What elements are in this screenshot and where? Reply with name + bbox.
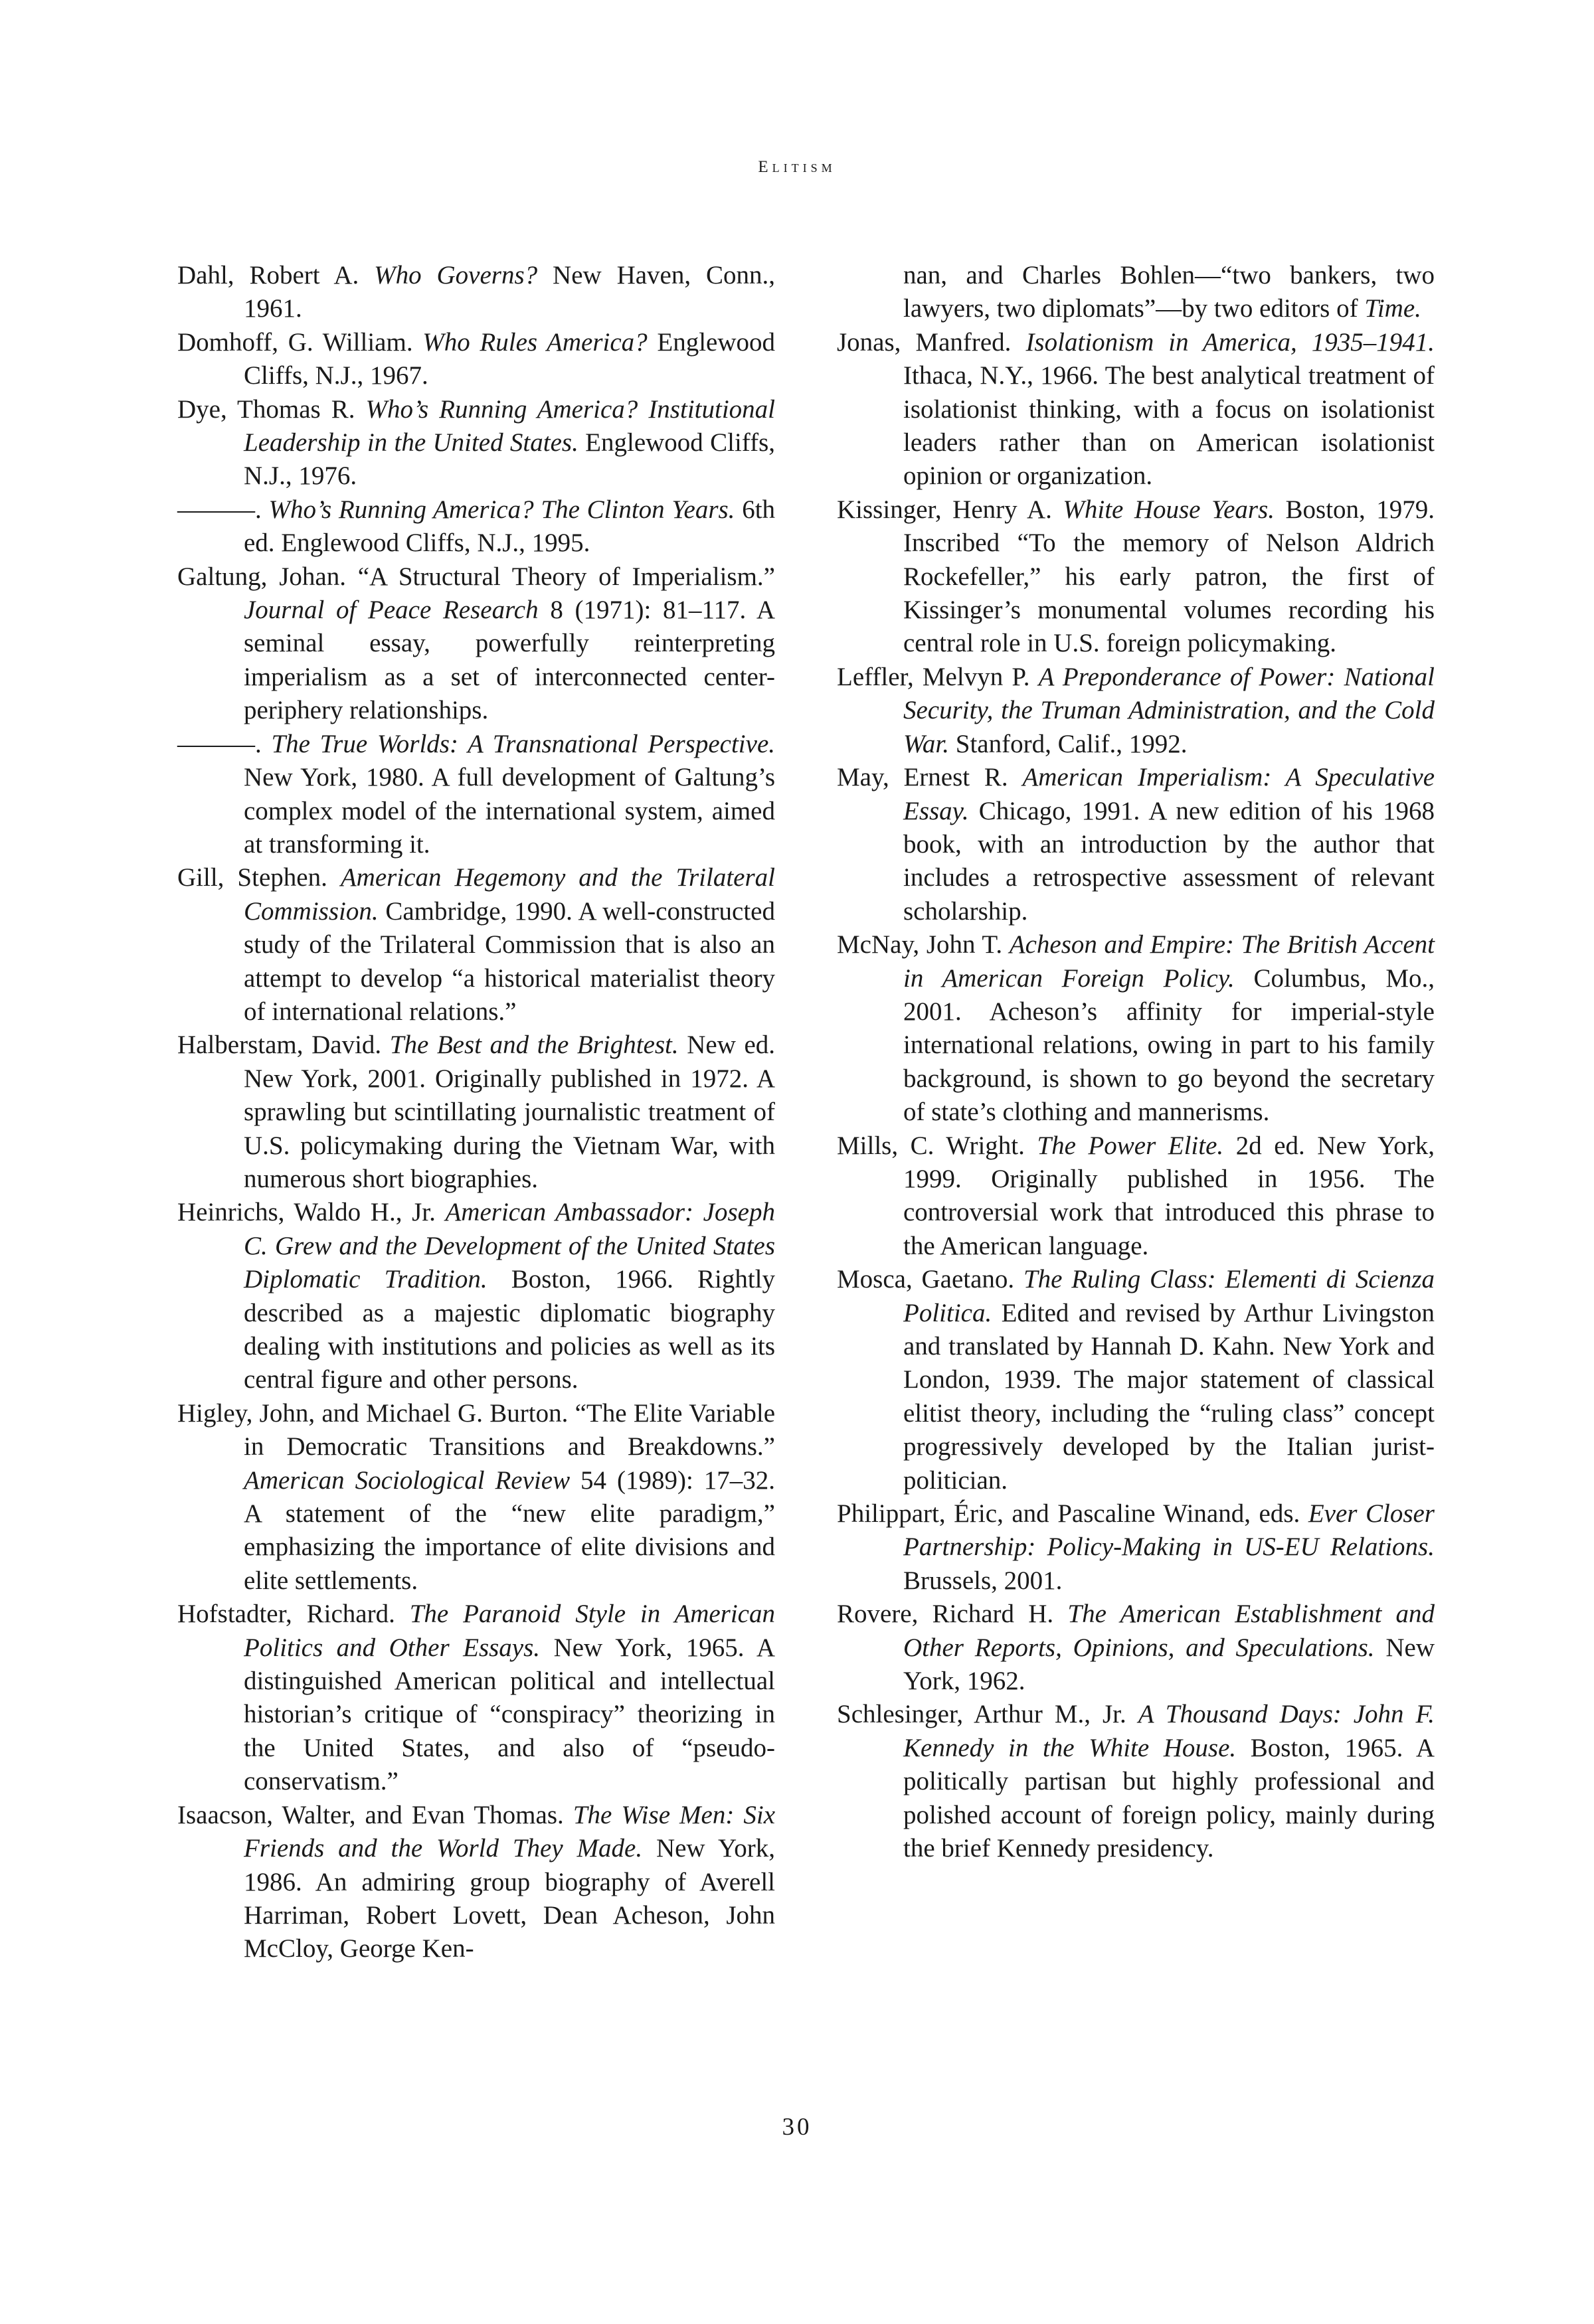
- bib-entry: Halberstam, David. The Best and the Brightest. New ed. New York, 2001. Originally published in 1972. A sprawling but scintillating journalistic treatment of U.S. policymaking during the Vietnam War, with numerous short biographies.: [177, 1031, 776, 1193]
- bib-entry: ———. Who’s Running America? The Clinton Years. 6th ed. Englewood Cliffs, N.J., 1995.: [177, 495, 776, 558]
- bib-entry: Heinrichs, Waldo H., Jr. American Ambassador: Joseph C. Grew and the Development of the United States Diplomatic Tradition. Boston, 1966. Rightly described as a majestic diplomatic biography dealing with institutions and policies as well as its central figure and other persons.: [177, 1198, 775, 1394]
- bib-entry: Isaacson, Walter, and Evan Thomas. The Wise Men: Six Friends and the World They Made. New York, 1986. An admiring group biography of Averell Harriman, Robert Lovett, Dean Acheson, John McCloy, George Ken-: [177, 1800, 776, 1963]
- right-column: [837, 259, 1435, 1866]
- running-header: Elitism: [758, 158, 836, 176]
- page-number: 30: [782, 2114, 812, 2141]
- bib-entry: Jonas, Manfred. Isolationism in America, 1935–1941. Ithaca, N.Y., 1966. The best analytical treatment of isolationist thinking, with a focus on isolationist leaders rather than on American isolationist opinion or organization.: [837, 327, 1435, 491]
- bib-entry: Gill, Stephen. American Hegemony and the Trilateral Commission. Cambridge, 1990. A well-constructed study of the Trilateral Commission that is also an attempt to develop “a historical materialist theory of international relations.”: [177, 863, 775, 1026]
- bib-entry: Higley, John, and Michael G. Burton. “The Elite Variable in Democratic Transitions and Breakdowns.” American Sociological Review 54 (1989): 17–32. A statement of the “new elite paradigm,” emphasizing the importance of elite divisions and elite settlements.: [177, 1398, 776, 1595]
- bib-entry: May, Ernest R. American Imperialism: A Speculative Essay. Chicago, 1991. A new edition of his 1968 book, with an introduction by the author that includes a retrospective assessment of relevant scholarship.: [837, 763, 1435, 926]
- bib-entry: Dahl, Robert A. Who Governs? New Haven, Conn., 1961.: [177, 261, 776, 323]
- bib-entry: Philippart, Éric, and Pascaline Winand, eds. Ever Closer Partnership: Policy-Making in US-EU Relations. Brussels, 2001.: [837, 1499, 1435, 1595]
- left-column: [177, 259, 775, 1966]
- bib-entry-continuation: nan, and Charles Bohlen—“two bankers, two lawyers, two diplomats”—by two editors of Time.: [903, 261, 1435, 323]
- bib-entry: ———. The True Worlds: A Transnational Perspective. New York, 1980. A full development of Galtung’s complex model of the international system, aimed at transforming it.: [177, 729, 776, 859]
- bib-entry: Mills, C. Wright. The Power Elite. 2d ed. New York, 1999. Originally published in 1956. The controversial work that introduced this phrase to the American language.: [837, 1131, 1435, 1260]
- bib-entry: Leffler, Melvyn P. A Preponderance of Power: National Security, the Truman Administration, and the Cold War. Stanford, Calif., 1992.: [837, 662, 1435, 758]
- bib-entry: Galtung, Johan. “A Structural Theory of Imperialism.” Journal of Peace Research 8 (1971): 81–117. A seminal essay, powerfully reinterpreting imperialism as a set of interconnected center-periphery relationships.: [177, 562, 775, 725]
- bib-entry: Kissinger, Henry A. White House Years. Boston, 1979. Inscribed “To the memory of Nelson Aldrich Rockefeller,” his early patron, the first of Kissinger’s monumental volumes recording his central role in U.S. foreign policymaking.: [837, 495, 1435, 658]
- bib-entry: Rovere, Richard H. The American Establishment and Other Reports, Opinions, and Speculations. New York, 1962.: [837, 1600, 1435, 1696]
- bib-entry: Dye, Thomas R. Who’s Running America? Institutional Leadership in the United States. Englewood Cliffs, N.J., 1976.: [177, 394, 775, 491]
- bib-entry: Domhoff, G. William. Who Rules America? Englewood Cliffs, N.J., 1967.: [177, 327, 776, 390]
- bib-entry: Mosca, Gaetano. The Ruling Class: Elementi di Scienza Politica. Edited and revised by Arthur Livingston and translated by Hannah D. Kahn. New York and London, 1939. The major statement of classical elitist theory, including the “ruling class” concept progressively developed by the Italian jurist-politician.: [837, 1265, 1435, 1495]
- bib-entry: Schlesinger, Arthur M., Jr. A Thousand Days: John F. Kennedy in the White House. Boston, 1965. A politically partisan but highly professional and polished account of foreign policy, mainly during the brief Kennedy presidency.: [837, 1700, 1435, 1863]
- bib-entry: Hofstadter, Richard. The Paranoid Style in American Politics and Other Essays. New York, 1965. A distinguished American political and intellectual historian’s critique of “conspiracy” theorizing in the United States, and also of “pseudo-conservatism.”: [177, 1600, 776, 1796]
- bib-entry: McNay, John T. Acheson and Empire: The British Accent in American Foreign Policy. Columbus, Mo., 2001. Acheson’s affinity for imperial-style international relations, owing in part to his family background, is shown to go beyond the secretary of state’s clothing and mannerisms.: [837, 930, 1435, 1127]
